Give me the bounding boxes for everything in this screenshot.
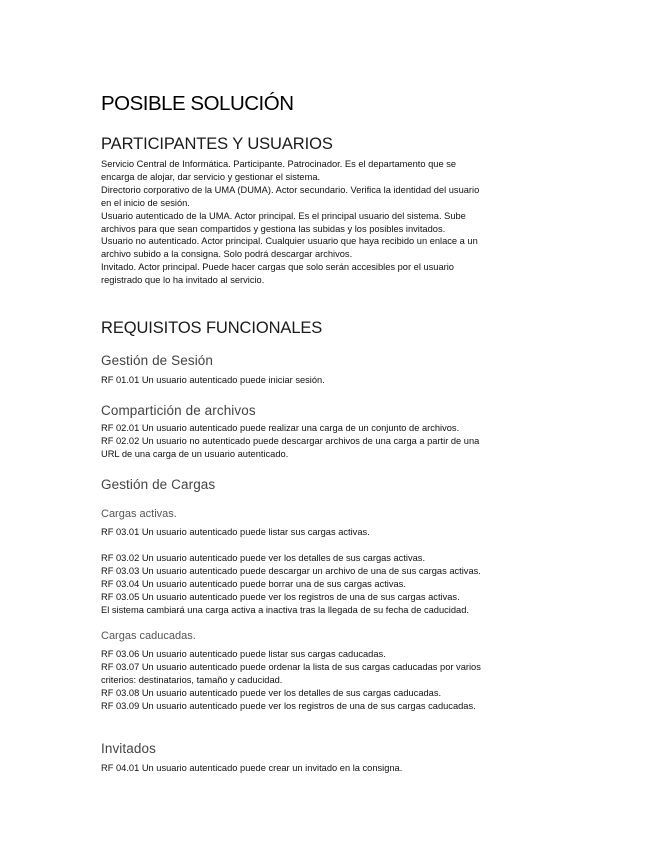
subsection-heading-uploads: Gestión de Cargas bbox=[101, 477, 216, 492]
requirement-line: RF 03.01 Un usuario autenticado puede listar sus cargas activas. bbox=[101, 527, 370, 537]
text-line: Servicio Central de Informática. Participante. Patrocinador. Es el departamento que se bbox=[101, 159, 457, 169]
guests-paragraph bbox=[101, 762, 561, 775]
requirement-line: RF 03.08 Un usuario autenticado puede ver los detalles de sus cargas caducadas. bbox=[101, 687, 442, 698]
text-line: archivo subido a la consigna. Solo podrá descargar archivos. bbox=[101, 249, 353, 260]
text-line: en el inicio de sesión. bbox=[101, 197, 190, 208]
participants-paragraph bbox=[101, 158, 561, 287]
active-paragraph-b bbox=[101, 552, 561, 617]
expired-paragraph bbox=[101, 648, 561, 713]
requirement-line: URL de una carga de un usuario autenticado. bbox=[101, 448, 289, 459]
requirement-line: RF 03.06 Un usuario autenticado puede listar sus cargas caducadas. bbox=[101, 649, 386, 659]
requirement-line: RF 01.01 Un usuario autenticado puede iniciar sesión. bbox=[101, 375, 325, 385]
text-line: archivos para que sean compartidos y gestiona las subidas y los posibles invitados. bbox=[101, 223, 446, 234]
requirement-line: RF 03.04 Un usuario autenticado puede borrar una de sus cargas activas. bbox=[101, 578, 406, 589]
requirement-line: El sistema cambiará una carga activa a inactiva tras la llegada de su fecha de caducidad. bbox=[101, 604, 469, 615]
subsection-heading-sharing: Compartición de archivos bbox=[101, 403, 256, 418]
session-paragraph bbox=[101, 374, 561, 387]
requirement-line: RF 04.01 Un usuario autenticado puede crear un invitado en la consigna. bbox=[101, 763, 403, 773]
requirement-line: RF 03.03 Un usuario autenticado puede descargar un archivo de una de sus cargas activas. bbox=[101, 565, 481, 576]
page-title: POSIBLE SOLUCIÓN bbox=[101, 92, 294, 115]
requirement-line: RF 03.09 Un usuario autenticado puede ver los registros de una de sus cargas caducadas. bbox=[101, 700, 476, 711]
text-line: Usuario autenticado de la UMA. Actor principal. Es el principal usuario del sistema. Sube bbox=[101, 210, 466, 221]
requirement-line: RF 02.02 Un usuario no autenticado puede descargar archivos de una carga a partir de una bbox=[101, 435, 480, 446]
requirement-line: RF 03.05 Un usuario autenticado puede ver los registros de una de sus cargas activas. bbox=[101, 591, 460, 602]
subsection-heading-session: Gestión de Sesión bbox=[101, 353, 214, 368]
text-line: Invitado. Actor principal. Puede hacer cargas que solo serán accesibles por el usuario bbox=[101, 262, 454, 273]
text-line: encarga de alojar, dar servicio y gestionar el sistema. bbox=[101, 171, 321, 182]
subsubsection-heading-expired: Cargas caducadas. bbox=[101, 630, 196, 642]
requirement-line: RF 03.02 Un usuario autenticado puede ver los detalles de sus cargas activas. bbox=[101, 553, 426, 563]
requirement-line: RF 03.07 Un usuario autenticado puede ordenar la lista de sus cargas caducadas por varios bbox=[101, 661, 481, 672]
subsection-heading-guests: Invitados bbox=[101, 741, 156, 756]
subsubsection-heading-active: Cargas activas. bbox=[101, 508, 177, 520]
text-line: Usuario no autenticado. Actor principal. Cualquier usuario que haya recibido un enlace a un bbox=[101, 236, 478, 247]
requirement-line: criterios: destinatarios, tamaño y caducidad. bbox=[101, 674, 283, 685]
sharing-paragraph bbox=[101, 422, 561, 461]
active-paragraph-a bbox=[101, 526, 561, 539]
text-line: registrado que lo ha invitado al servicio. bbox=[101, 275, 265, 286]
text-line: Directorio corporativo de la UMA (DUMA). Actor secundario. Verifica la identidad del usuario bbox=[101, 184, 480, 195]
section-heading-functional: REQUISITOS FUNCIONALES bbox=[101, 319, 323, 337]
requirement-line: RF 02.01 Un usuario autenticado puede realizar una carga de un conjunto de archivos. bbox=[101, 423, 460, 433]
section-heading-participants: PARTICIPANTES Y USUARIOS bbox=[101, 135, 333, 153]
